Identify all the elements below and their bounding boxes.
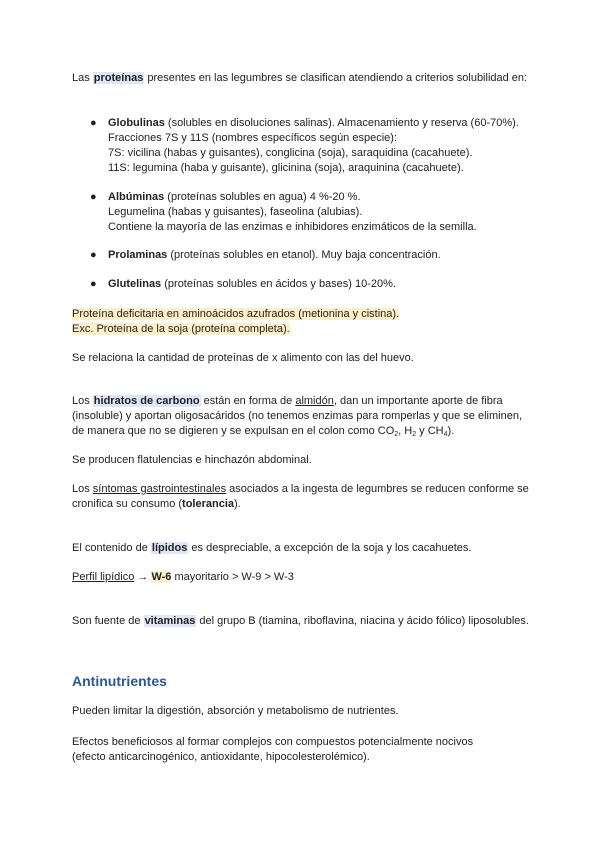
deficit-note: Proteína deficitaria en aminoácidos azufrados (metionina y cistina). Exc. Proteína de la soja (proteína completa). [72,308,400,335]
list-item-glutelinas: Glutelinas (proteínas solubles en ácidos y bases) 10-20%. [108,278,396,290]
bullet-icon: ● [90,117,97,129]
intro-paragraph: Las proteínas presentes en las legumbres se clasifican atendiendo a criterios solubilidad en: [72,72,528,84]
relation-paragraph: Se relaciona la cantidad de proteínas de x alimento con las del huevo. [72,352,414,364]
keyword-lipidos: lípidos [151,542,188,554]
bullet-icon: ● [90,249,97,261]
flatulence-paragraph: Se producen flatulencias e hinchazón abdominal. [72,454,312,466]
section-title-antinutrientes: Antinutrientes [72,673,167,689]
bullet-icon: ● [90,191,97,203]
vitamins-paragraph: Son fuente de vitaminas del grupo B (tiamina, riboflavina, niacina y ácido fólico) liposolubles. [72,615,529,627]
antinut-paragraph-2: Efectos beneficiosos al formar complejos con compuestos potencialmente nocivos (efecto anticarcinogénico, antioxidante, hipocolesterolémico). [72,736,474,763]
link-perfil-lipidico[interactable]: Perfil lipídico [72,571,135,583]
carbs-paragraph: Los hidratos de carbono están en forma de almidón, dan un importante aporte de fibra (insoluble) y aportan oligosacáridos (no tenemos enzimas para romperlas y que se eliminen, de manera que no se digieren y se expulsan en el colon como $CO_2$, $H_2$ y $CH_4$). [72,395,523,438]
antinut-paragraph-1: Pueden limitar la digestión, absorción y metabolismo de nutrientes. [72,705,399,717]
link-almidon[interactable]: almidón [295,395,334,407]
symptoms-paragraph: Los síntomas gastrointestinales asociados a la ingesta de legumbres se reducen conforme se cronifica su consumo (tolerancia). [72,483,529,510]
list-item-albuminas: Albúminas (proteínas solubles en agua) 4 %-20 %. Legumelina (habas y guisantes), faseolina (alubias). Contiene la mayoría de las enzimas e inhibidores enzimáticos de la semilla. [108,191,477,233]
list-item-prolaminas: Prolaminas (proteínas solubles en etanol). Muy baja concentración. [108,249,441,261]
list-item-globulinas: Globulinas (solubles en disoluciones salinas). Almacenamiento y reserva (60-70%). Fracciones 7S y 11S (nombres específicos según especie): 7S: vicilina (habas y guisantes), conglicina (soja), saraquidina (cacahuete). 11S: legumina (haba y guisante), glicinina (soja), araquinina (cacahuete). [108,117,519,174]
lipids-paragraph: El contenido de lípidos es despreciable, a excepción de la soja y los cacahuetes. [72,542,472,554]
keyword-proteinas: proteínas [93,72,144,84]
link-sintomas[interactable]: síntomas gastrointestinales [92,483,227,495]
keyword-hidratos: hidratos de carbono [93,395,200,407]
keyword-vitaminas: vitaminas [144,615,196,627]
lipid-profile: Perfil lipídico → W-6 mayoritario > W-9 > W-3 [72,571,294,583]
bullet-icon: ● [90,278,97,290]
